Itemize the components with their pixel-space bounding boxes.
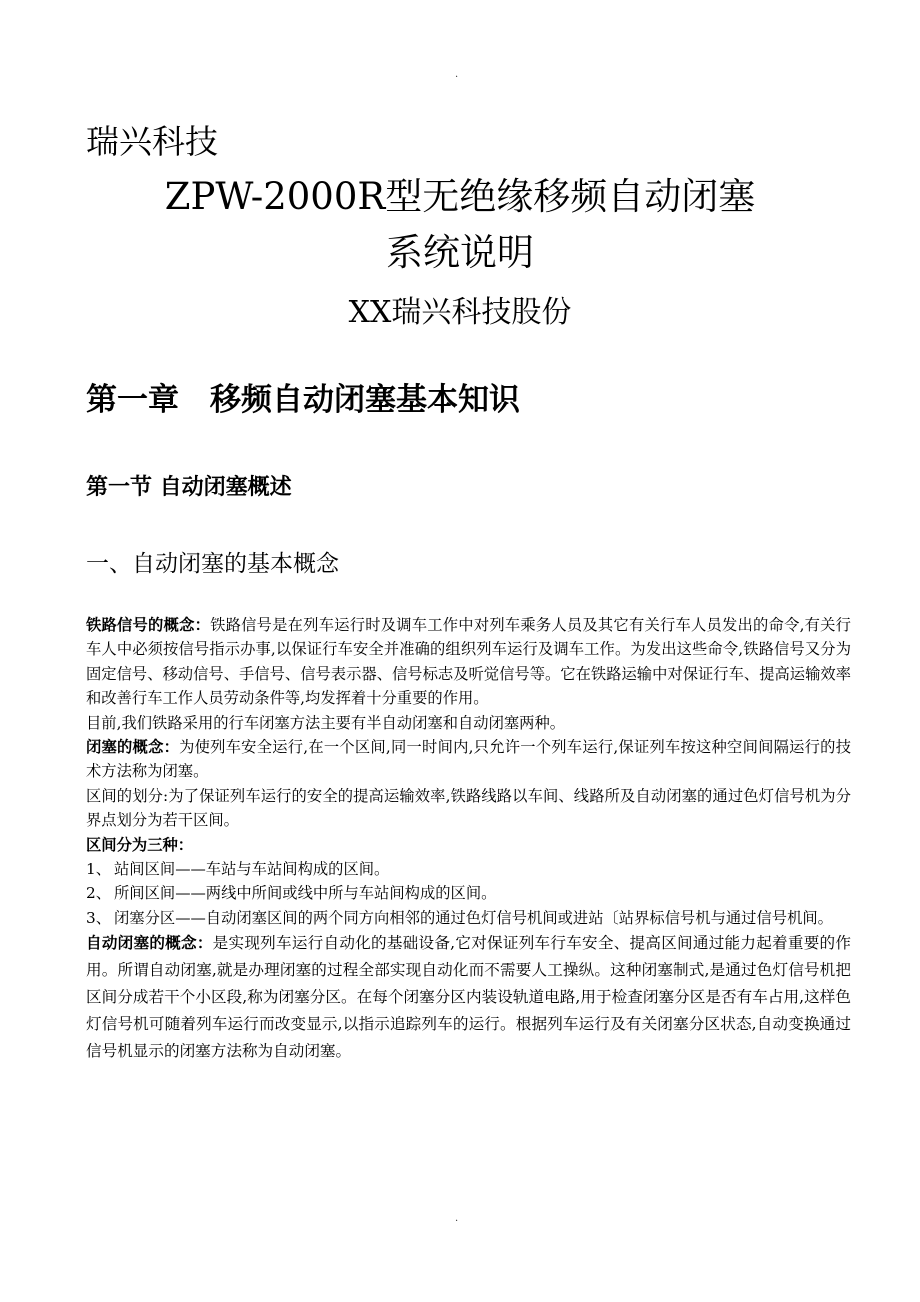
- list-text: 所间区间——两线中所间或线中所与车站间构成的区间。: [114, 884, 497, 903]
- paragraph-text: 铁路信号是在列车运行时及调车工作中对列车乘务人员及其它有关行车人员发出的命令,有关行车人中必须按信号指示办事,以保证行车安全并准确的组织列车运行及调车工作。为发出这些命令,铁路信号又分为固定信号、移动信号、手信号、信号表示器、信号标志及听觉信号等。它在铁路运输中对保证行车、提高运输效率和改善行车工作人员劳动条件等,均发挥着十分重要的作用。: [86, 616, 851, 708]
- term-railway-signal: 铁路信号的概念：: [86, 616, 211, 634]
- header-dot: .: [455, 69, 459, 80]
- paragraph-railway-signal: [86, 613, 851, 711]
- paragraph-text: 为使列车安全运行,在一个区间,同一时间内,只允许一个列车运行,保证列车按这种空间间隔运行的技术方法称为闭塞。: [86, 738, 851, 781]
- paragraph-text: 区间的划分:为了保证列车运行的安全的提高运输效率,铁路线路以车间、线路所及自动闭塞的通过色灯信号机为分界点划分为若干区间。: [86, 786, 851, 830]
- paragraph-auto-block: [86, 930, 851, 1065]
- list-item: [86, 906, 851, 930]
- list-number: 1、: [86, 860, 112, 879]
- company-name-top: 瑞兴科技: [86, 122, 218, 161]
- list-number: 2、: [86, 884, 112, 903]
- list-text: 站间区间——车站与车站间构成的区间。: [114, 860, 390, 879]
- term-auto-block: 自动闭塞的概念：: [86, 934, 213, 953]
- subsection-heading: 一、自动闭塞的基本概念: [86, 551, 339, 577]
- document-title-subtitle: 系统说明: [386, 231, 534, 274]
- list-number: 3、: [86, 908, 112, 927]
- footer-dot: .: [455, 1213, 459, 1224]
- paragraph-block-concept: [86, 735, 851, 784]
- term-block: 闭塞的概念：: [86, 738, 180, 757]
- list-item: [86, 857, 851, 881]
- paragraph-section-division: [86, 784, 851, 833]
- document-title: ZPW-2000R型无绝缘移频自动闭塞: [164, 175, 756, 218]
- paragraph-block-methods: [86, 711, 851, 735]
- company-name: XX瑞兴科技股份: [348, 295, 572, 330]
- body-text: [86, 613, 851, 1065]
- list-item: [86, 881, 851, 905]
- paragraph-text: 目前,我们铁路采用的行车闭塞方法主要有半自动闭塞和自动闭塞两种。: [86, 713, 566, 732]
- section-heading: 第一节 自动闭塞概述: [86, 475, 292, 500]
- paragraph-section-types: [86, 833, 851, 857]
- chapter-heading: 第一章 移频自动闭塞基本知识: [86, 382, 520, 418]
- list-text: 闭塞分区——自动闭塞区间的两个同方向相邻的通过色灯信号机间或进站〔站界标信号机与通过信号机间。: [114, 908, 833, 927]
- term-section-types: 区间分为三种：: [86, 835, 194, 854]
- paragraph-text: 是实现列车运行自动化的基础设备,它对保证列车行车安全、提高区间通过能力起着重要的作用。所谓自动闭塞,就是办理闭塞的过程全部实现自动化而不需要人工操纵。这种闭塞制式,是通过色灯信号机把区间分成若干个小区段,称为闭塞分区。在每个闭塞分区内装设轨道电路,用于检查闭塞分区是否有车占用,这样色灯信号机可随着列车运行而改变显示,以指示追踪列车的运行。根据列车运行及有关闭塞分区状态,自动变换通过信号机显示的闭塞方法称为自动闭塞。: [86, 934, 851, 1061]
